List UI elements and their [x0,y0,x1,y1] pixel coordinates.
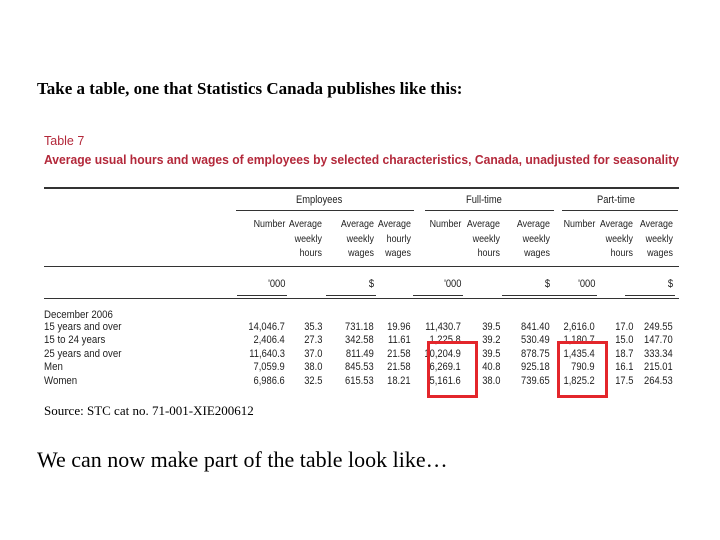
row-label: Men [44,361,63,373]
table-cell: 39.5 [481,348,500,360]
table-cell: 38.0 [303,361,322,373]
highlight-box-part-time [557,341,608,398]
column-header-line: weekly [645,232,673,245]
table-cell: 925.18 [521,361,550,373]
unit-label: $ [667,278,673,290]
closing-text: We can now make part of the table look like… [37,447,448,472]
column-header-line: weekly [294,232,322,245]
unit-label: '000 [267,278,285,290]
column-header [517,217,550,261]
group-employees: Employees [296,194,343,206]
table-cell: 19.96 [387,321,411,333]
group-underline-full-time [425,210,554,211]
table-cell: 615.53 [345,375,374,387]
table-cell: 2,406.4 [253,334,285,346]
unit-underline [326,295,376,296]
table-cell: 1,180.7 [563,334,595,346]
row-label: 15 years and over [44,321,122,333]
table-cell: 6,986.6 [253,375,285,387]
group-underline-part-time [562,210,678,211]
unit-underline [625,295,675,296]
unit-label: $ [368,278,374,290]
row-label: 15 to 24 years [44,334,106,346]
table-cell: 11.61 [388,334,411,346]
column-header-line: Average [466,218,500,230]
column-header-line: wages [524,247,550,259]
column-header-line: hours [299,247,322,259]
table-cell: 37.0 [303,348,322,360]
column-header-line: Average [288,218,322,230]
unit-label: '000 [443,278,461,290]
column-header-line: Number [429,218,461,230]
table-cell: 811.49 [346,348,374,360]
column-header [563,217,595,232]
column-header-line: hourly [386,232,411,245]
column-header-line: hours [610,247,633,259]
table-cell: 14,046.7 [248,321,285,333]
table-cell: 32.5 [303,375,322,387]
table-cell: 18.7 [614,348,633,360]
column-header-line: weekly [605,232,633,245]
table-cell: 10,204.9 [424,348,461,360]
table-cell: 17.0 [614,321,633,333]
table-cell: 878.75 [521,348,550,360]
unit-rule [44,298,679,299]
table-cell: 5,161.6 [429,375,461,387]
table-cell: 1,435.4 [563,348,595,360]
column-header-line: wages [647,247,673,259]
table-label: Table 7 [44,134,85,148]
table-cell: 39.2 [481,334,500,346]
table-cell: 147.70 [644,334,673,346]
column-header-line: Average [599,218,633,230]
table-cell: 2,616.0 [563,321,595,333]
source-note: Source: STC cat no. 71-001-XIE200612 [44,403,254,418]
group-part-time: Part-time [597,194,635,206]
unit-underline [502,295,552,296]
table-cell: 1,225.8 [429,334,461,346]
table-cell: 16.1 [614,361,633,373]
highlight-box-full-time [424,341,478,398]
table-cell: 530.49 [521,334,550,346]
table-cell: 38.0 [481,375,500,387]
column-header-line: hours [477,247,500,259]
column-header-line: Number [563,218,595,230]
table-cell: 731.18 [345,321,374,333]
table-cell: 40.8 [481,361,500,373]
table-cell: 18.21 [387,375,411,387]
table-cell: 27.3 [303,334,322,346]
column-header [341,217,374,261]
table-cell: 333.34 [644,348,673,360]
group-underline-employees [236,210,414,211]
table-cell: 845.53 [345,361,374,373]
section-label: December 2006 [44,309,113,321]
table-cell: 15.0 [614,334,633,346]
table-cell: 264.53 [644,375,673,387]
column-header-line: weekly [346,232,374,245]
unit-underline [237,295,287,296]
table-cell: 6,269.1 [429,361,461,373]
table-cell: 249.55 [644,321,673,333]
table-cell: 1,825.2 [563,375,595,387]
row-label: 25 years and over [44,348,122,360]
row-label: Women [44,375,78,387]
column-header-line: weekly [472,232,500,245]
column-header-line: Average [377,218,411,230]
table-cell: 35.3 [303,321,322,333]
slide-heading: Take a table, one that Statistics Canada publishes like this: [37,79,463,98]
column-header-line: Average [516,218,550,230]
unit-label: '000 [577,278,595,290]
column-header-line: wages [348,247,374,259]
table-cell: 39.5 [481,321,500,333]
table-cell: 739.65 [521,375,550,387]
table-cell: 790.9 [571,361,595,373]
unit-underline [547,295,597,296]
column-header [467,217,500,261]
table-cell: 17.5 [614,375,633,387]
unit-label: $ [544,278,550,290]
column-header [640,217,673,261]
column-header-line: wages [385,247,411,259]
table-cell: 215.01 [644,361,673,373]
table-cell: 7,059.9 [253,361,285,373]
column-header [253,217,285,232]
column-header-line: Number [253,218,285,230]
column-header [600,217,633,261]
table-cell: 342.58 [345,334,374,346]
top-rule [44,187,679,189]
table-cell: 21.58 [387,348,411,360]
table-title: Average usual hours and wages of employees by selected characteristics, Canada, unadjusted for seasonality [44,153,680,167]
table-cell: 21.58 [387,361,411,373]
column-header-line: Average [639,218,673,230]
column-header [289,217,322,261]
column-header [429,217,461,232]
column-header [378,217,411,261]
column-header-line: weekly [522,232,550,245]
group-full-time: Full-time [466,194,502,206]
unit-underline [413,295,463,296]
column-header-line: Average [340,218,374,230]
header-rule [44,266,679,267]
table-cell: 841.40 [521,321,550,333]
table-cell: 11,640.3 [249,348,285,360]
table-cell: 11,430.7 [425,321,461,333]
